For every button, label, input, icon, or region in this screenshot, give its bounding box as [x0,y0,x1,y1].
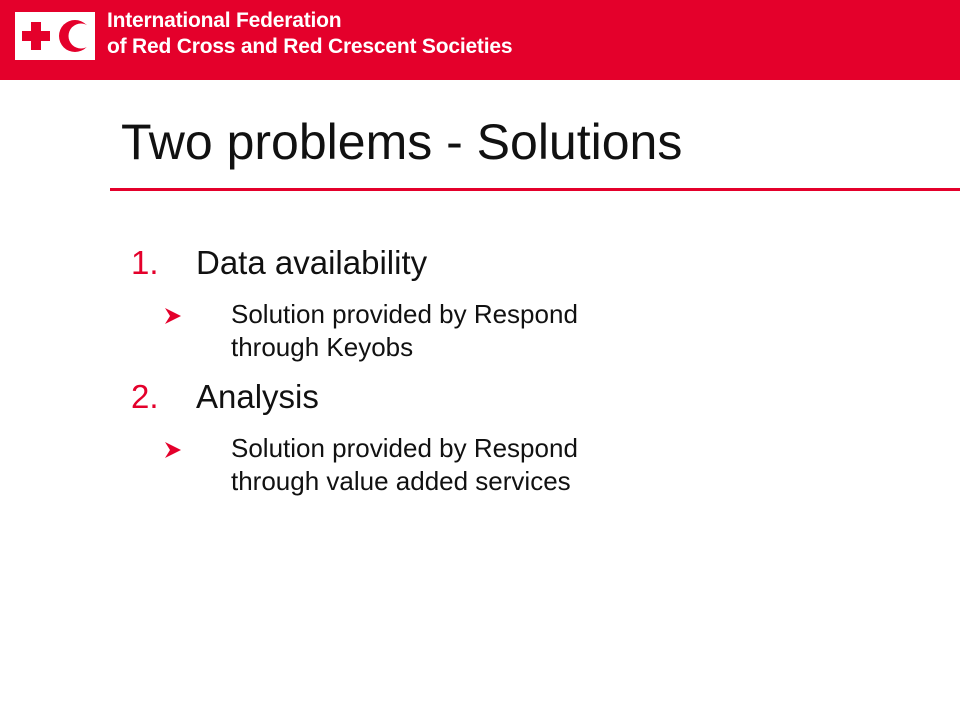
sub-bullet [131,298,931,364]
list-item-heading [131,238,931,288]
org-name-line-2: of Red Cross and Red Crescent Societies [107,35,513,58]
org-name-line-1: International Federation [107,9,342,32]
sub-bullet-line-1: Solution provided by Respond [231,433,578,463]
sub-bullet-line-2: through value added services [231,466,571,496]
sub-bullet [131,432,931,498]
list-item [131,238,931,364]
list-item [131,372,931,498]
list-item-number: 1. [131,244,159,281]
red-cross-crescent-icon [17,14,93,58]
header-banner [0,0,960,80]
slide-content [131,238,931,506]
arrow-bullet-icon [163,306,183,326]
list-item-title: Data availability [196,244,428,281]
arrow-bullet-icon [163,440,183,460]
sub-bullet-line-2: through Keyobs [231,332,414,362]
list-item-title: Analysis [196,378,319,415]
slide-title: Two problems - Solutions [121,114,683,170]
organization-name [107,8,512,60]
list-item-number: 2. [131,378,159,415]
title-divider [110,188,960,191]
list-item-heading [131,372,931,422]
red-cross-crescent-logo [15,12,95,60]
sub-bullet-line-1: Solution provided by Respond [231,299,578,329]
